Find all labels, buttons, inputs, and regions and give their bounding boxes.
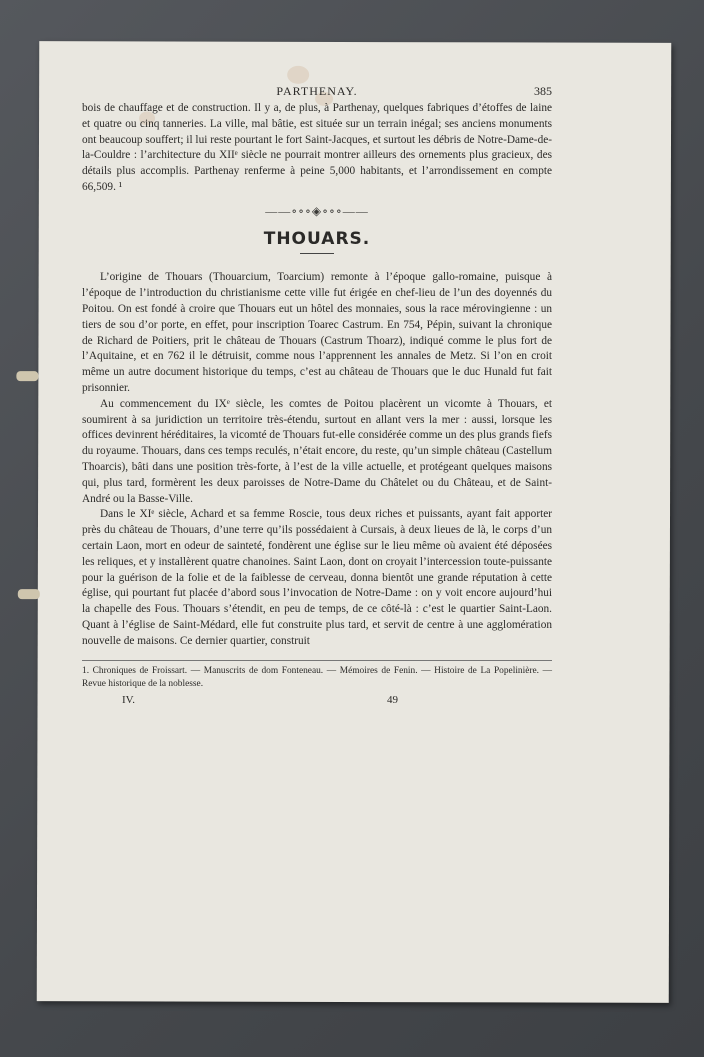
- body-paragraph: Au commencement du IXᵉ siècle, les comtes de Poitou placèrent un vicomte à Thouars, et soumirent à sa juridiction un territoire très-étendu, surtout en allant vers la mer : aussi, lorsque les offices devinrent héréditaires, la vicomté de Thouars fut-elle considérée comme un des plus grands fiefs du royaume. Thouars, dans ces temps reculés, n’était encore, du reste, qu’un simple château (Castellum Thoarcis), bâti dans une position très-forte, à l’est de la ville actuelle, et protégeant quelques maisons qui, plus tard, formèrent les deux paroisses de Notre-Dame du Châtelet ou du Château, et de Saint-André ou la Basse-Ville.: [82, 397, 552, 505]
- ornamental-divider: ——∘∘∘◈∘∘∘——: [265, 203, 369, 218]
- running-header: [82, 84, 552, 101]
- running-title: PARTHENAY.: [276, 84, 358, 98]
- body-paragraph: Dans le XIᵉ siècle, Achard et sa femme Roscie, tous deux riches et puissants, ayant fait apporter près du château de Thouars, d’une terre qu’ils possédaient à Cursais, à deux lieues de là, le corps d’un certain Laon, mort en odeur de sainteté, fondèrent une église sur le lieu même où avaient été déposées les reliques, et y installèrent quatre chanoines. Saint Laon, dont on croyait l’intercession toute-puissante pour la guérison de la folie et de la faiblesse de cerveau, donna bientôt une grande réputation à cette église, qui pourtant fut placée d’abord sous l’invocation de Notre-Dame : on y voit encore aujourd’hui la chapelle des Fous. Thouars s’étendit, en peu de temps, de ce côté-là : c’est le quartier Saint-Laon. Quant à l’église de Saint-Médard, elle fut construite plus tard, et servit de centre à une agglomération nouvelle de maisons. Ce dernier quartier, construit: [82, 508, 552, 647]
- continuation-paragraph: bois de chauffage et de construction. Il y a, de plus, à Parthenay, quelques fabriques d’étoffes de laine et quatre ou cinq tanneries. La ville, mal bâtie, est située sur un terrain inégal; ses anciens monuments ont beaucoup souffert; il lui reste pourtant le fort Saint-Jacques, et surtout les débris de Notre-Dame-de-la-Couldre : l’architecture du XIIᵉ siècle ne pourrait montrer ailleurs des ornements plus gracieux, des détails plus accomplis. Parthenay renferme à peine 5,000 habitants, et l’arrondissement en compte 66,509. ¹: [82, 102, 552, 193]
- paper-stain: [287, 66, 309, 84]
- section-title: THOUARS.: [263, 228, 371, 249]
- title-rule: [300, 253, 334, 254]
- binding-thread: [16, 371, 38, 381]
- page-number: 385: [534, 84, 552, 98]
- binding-thread: [18, 589, 40, 599]
- footnote: 1. Chroniques de Froissart. — Manuscrits de dom Fonteneau. — Mémoires de Fenin. — Histoire de La Popelinière. — Revue historique de la noblesse.: [82, 660, 552, 691]
- page-footer: [82, 693, 552, 709]
- signature-mark: IV.: [122, 693, 135, 706]
- page-text-block: [82, 84, 552, 709]
- body-paragraph: L’origine de Thouars (Thouarcium, Toarcium) remonte à l’époque gallo-romaine, puisque à l’époque de l’introduction du christianisme cette ville fut érigée en chef-lieu de l’un des doyennés du Poitou. On est fondé à croire que Thouars eut un hôtel des monnaies, sous la race mérovingienne : un tiers de sou d’or porte, en effet, pour inscription Toarec Castrum. En 754, Pépin, suivant la chronique de Richard de Poitiers, prit le château de Thouars (Castrum Thoarz), indiqué comme le plus fort de l’Aquitaine, et en 762 il le détruisit, comme nous l’apprennent les annales de Metz. Si l’on en croit même un autre document historique du temps, c’est au château de Thouars que le duc Hunald fut fait prisonnier.: [82, 271, 552, 394]
- sheet-number: 49: [387, 693, 398, 706]
